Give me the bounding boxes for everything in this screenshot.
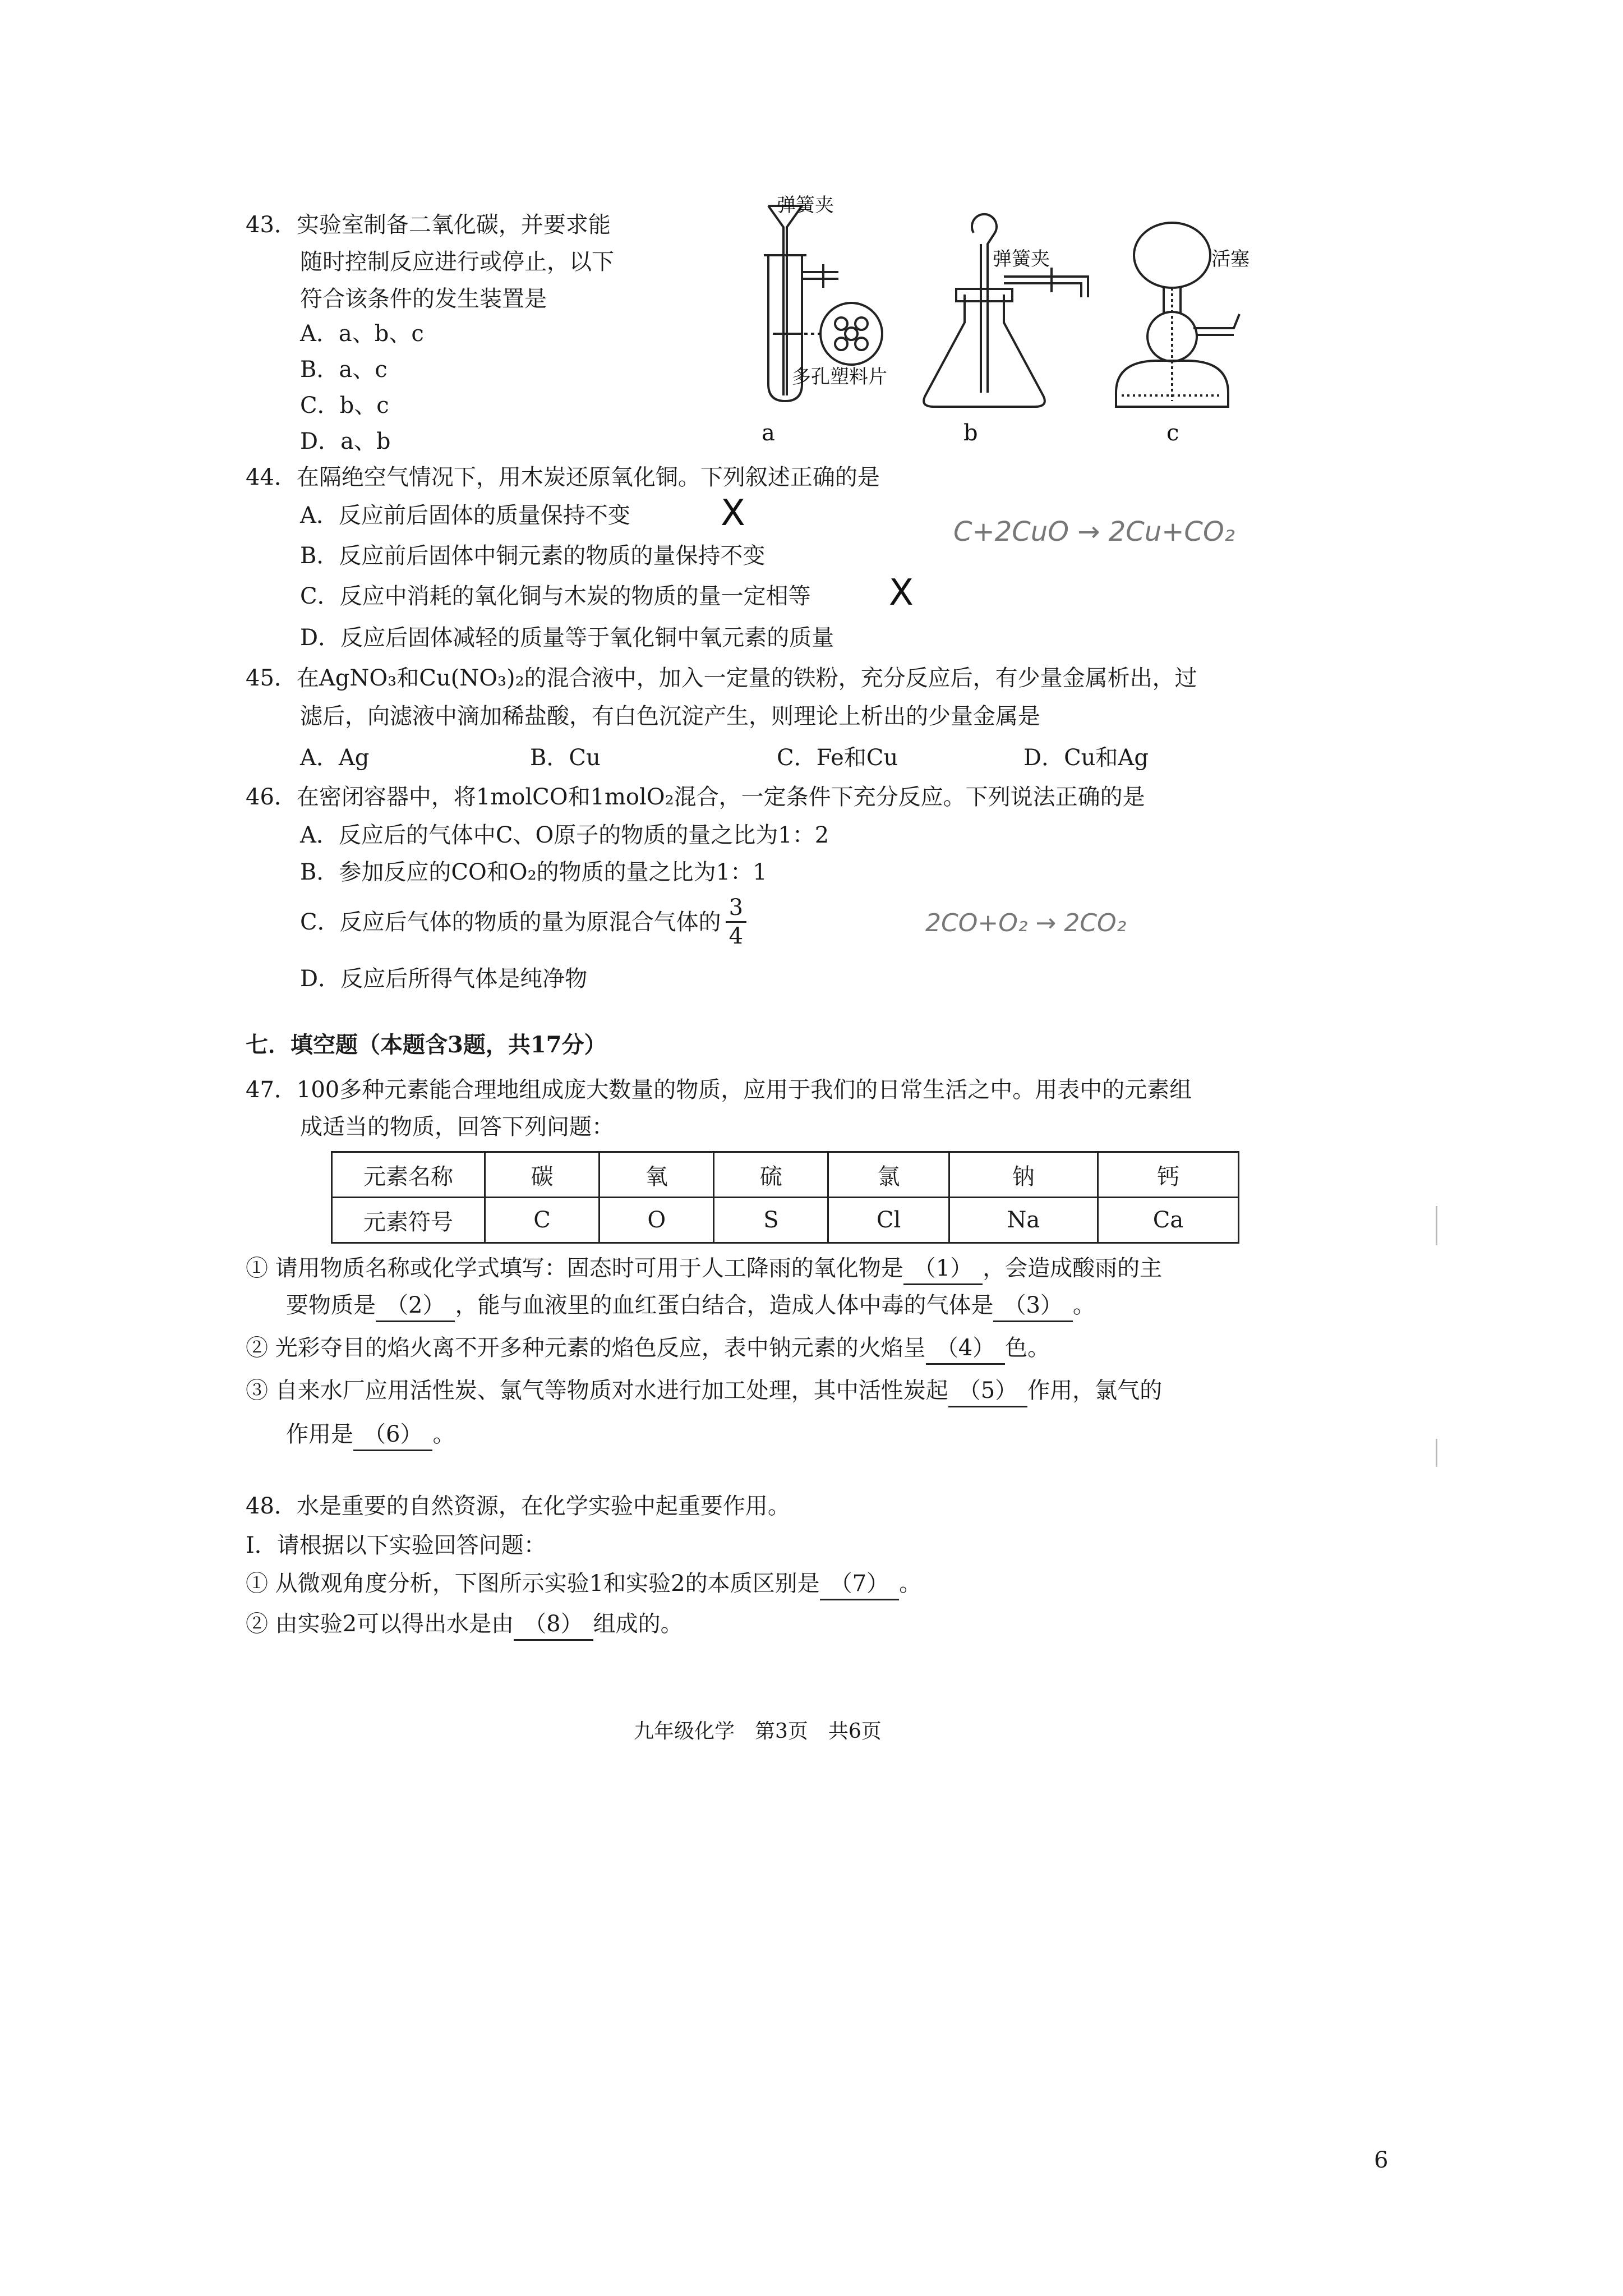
- table-cell: Na: [949, 1198, 1098, 1243]
- q47-item2-text-a: ② 光彩夺目的焰火离不开多种元素的焰色反应，表中钠元素的火焰呈: [246, 1335, 926, 1361]
- table-cell: 钠: [949, 1152, 1098, 1198]
- q45-option-b: B．Cu: [530, 745, 601, 771]
- cross-mark-a: X: [721, 493, 745, 534]
- answer-blank-1[interactable]: （1）: [903, 1253, 983, 1285]
- q44-option-c: C．反应中消耗的氧化铜与木炭的物质的量一定相等: [300, 583, 811, 609]
- q48-item2: [246, 1607, 683, 1641]
- scan-mark: [1436, 1439, 1437, 1467]
- q47-item1-text-c: 要物质是: [286, 1292, 376, 1318]
- q47-item3-text-c: 作用是: [286, 1421, 353, 1447]
- label-spring-clip-a: 弹簧夹: [777, 194, 834, 217]
- table-header-cell: 元素符号: [332, 1198, 485, 1243]
- q47-item3-line1: [246, 1373, 1162, 1408]
- q45-option-a: A．Ag: [300, 745, 370, 771]
- perforated-plate: [820, 303, 882, 365]
- q48-item1-text-a: ① 从微观角度分析，下图所示实验1和实验2的本质区别是: [246, 1571, 820, 1596]
- q47-item1-line1: [246, 1251, 1162, 1286]
- caption-a: a: [762, 420, 775, 446]
- cross-mark-c: X: [889, 572, 914, 614]
- label-spring-clip-b: 弹簧夹: [993, 248, 1050, 270]
- q45-option-c: C．Fe和Cu: [777, 745, 898, 771]
- table-cell: Cl: [828, 1198, 949, 1243]
- answer-blank-6[interactable]: （6）: [353, 1419, 432, 1451]
- q48-stem: 48．水是重要的自然资源，在化学实验中起重要作用。: [246, 1493, 790, 1519]
- answer-blank-3[interactable]: （3）: [993, 1290, 1072, 1322]
- q43-option-b: B．a、c: [300, 357, 388, 383]
- q46-option-b: B．参加反应的CO和O₂的物质的量之比为1：1: [300, 859, 767, 885]
- q47-line2: 成适当的物质，回答下列问题：: [300, 1114, 614, 1140]
- q47-item2-text-b: 色。: [1005, 1335, 1050, 1361]
- q46-option-c-text: C．反应后气体的物质的量为原混合气体的: [300, 909, 721, 935]
- answer-blank-8[interactable]: （8）: [514, 1609, 593, 1641]
- q48-item1-text-b: 。: [899, 1571, 922, 1596]
- q47-line1: 47．100多种元素能合理地组成庞大数量的物质，应用于我们的日常生活之中。用表中的元素组: [246, 1077, 1192, 1103]
- fraction-three-quarters: [726, 894, 746, 950]
- section-7-heading: 七．填空题（本题含3题，共17分）: [246, 1032, 607, 1058]
- q47-item1-text-d: ，能与血液里的血红蛋白结合，造成人体中毒的气体是: [455, 1292, 994, 1318]
- answer-blank-2[interactable]: （2）: [376, 1290, 455, 1322]
- q45-line2: 滤后，向滤液中滴加稀盐酸，有白色沉淀产生，则理论上析出的少量金属是: [300, 703, 1040, 729]
- q47-item3-line2: [286, 1417, 455, 1452]
- q48-item1: [246, 1566, 921, 1601]
- table-cell: O: [600, 1198, 714, 1243]
- handwritten-equation-46: 2CO+O₂ → 2CO₂: [925, 909, 1127, 937]
- table-row: [332, 1198, 1239, 1243]
- q48-part1: Ⅰ．请根据以下实验回答问题：: [246, 1533, 546, 1558]
- label-valve: 活塞: [1211, 248, 1249, 270]
- q44-stem: 44．在隔绝空气情况下，用木炭还原氧化铜。下列叙述正确的是: [246, 464, 880, 490]
- fraction-denominator: 4: [728, 923, 744, 949]
- q44-option-a: A．反应前后固体的质量保持不变: [300, 503, 630, 528]
- fraction-numerator: 3: [726, 894, 746, 923]
- q47-item3-text-a: ③ 自来水厂应用活性炭、氯气等物质对水进行加工处理，其中活性炭起: [246, 1378, 948, 1404]
- apparatus-figure: [729, 194, 1256, 452]
- q46-option-c: [300, 894, 746, 950]
- label-perforated-plate: 多孔塑料片: [792, 366, 887, 388]
- table-cell: Ca: [1098, 1198, 1238, 1243]
- table-header-cell: 元素名称: [332, 1152, 485, 1198]
- q43-line3: 符合该条件的发生装置是: [300, 286, 547, 312]
- table-row: [332, 1152, 1239, 1198]
- q43-option-a: A．a、b、c: [300, 321, 424, 347]
- page-footer: 九年级化学 第3页 共6页: [634, 1720, 882, 1743]
- apparatus-c-kipp: [1134, 223, 1210, 288]
- q47-item3-text-b: 作用，氯气的: [1027, 1378, 1163, 1404]
- q48-item2-text-b: 组成的。: [593, 1611, 683, 1637]
- q45-option-d: D．Cu和Ag: [1023, 745, 1149, 771]
- table-cell: 氯: [828, 1152, 949, 1198]
- q47-item2: [246, 1331, 1050, 1365]
- handwritten-equation-44: C+2CuO → 2Cu+CO₂: [953, 516, 1235, 547]
- answer-blank-4[interactable]: （4）: [926, 1333, 1005, 1365]
- q46-option-d: D．反应后所得气体是纯净物: [300, 966, 588, 992]
- table-cell: 碳: [485, 1152, 600, 1198]
- apparatus-b-flask: [924, 295, 1045, 407]
- q47-item1-line2: [286, 1288, 1095, 1323]
- q47-item1-text-b: ，会造成酸雨的主: [983, 1255, 1163, 1281]
- q45-line1: 45．在AgNO₃和Cu(NO₃)₂的混合液中，加入一定量的铁粉，充分反应后，有少量金属析出，过: [246, 665, 1197, 691]
- scan-mark: [1436, 1206, 1437, 1245]
- caption-c: c: [1166, 420, 1179, 446]
- q44-option-b: B．反应前后固体中铜元素的物质的量保持不变: [300, 543, 766, 569]
- answer-blank-5[interactable]: （5）: [948, 1375, 1027, 1407]
- q47-item3-text-d: 。: [432, 1421, 455, 1447]
- q43-line1: 43．实验室制备二氧化碳，并要求能: [246, 212, 611, 238]
- q46-option-a: A．反应后的气体中C、O原子的物质的量之比为1：2: [300, 822, 829, 848]
- q43-option-d: D．a、b: [300, 429, 391, 454]
- q43-line2: 随时控制反应进行或停止，以下: [300, 249, 614, 275]
- q43-option-c: C．b、c: [300, 393, 389, 418]
- table-cell: 钙: [1098, 1152, 1238, 1198]
- q48-item2-text-a: ② 由实验2可以得出水是由: [246, 1611, 514, 1637]
- q47-item1-text-a: ① 请用物质名称或化学式填写：固态时可用于人工降雨的氧化物是: [246, 1255, 903, 1281]
- element-table: [331, 1151, 1239, 1244]
- q44-option-d: D．反应后固体减轻的质量等于氧化铜中氧元素的质量: [300, 625, 834, 651]
- table-cell: 硫: [714, 1152, 828, 1198]
- answer-blank-7[interactable]: （7）: [820, 1568, 899, 1600]
- q46-stem: 46．在密闭容器中，将1molCO和1molO₂混合，一定条件下充分反应。下列说法正确的是: [246, 784, 1145, 810]
- table-cell: C: [485, 1198, 600, 1243]
- table-cell: 氧: [600, 1152, 714, 1198]
- table-cell: S: [714, 1198, 828, 1243]
- caption-b: b: [963, 420, 978, 446]
- page-number: 6: [1374, 2147, 1389, 2173]
- q47-item1-text-e: 。: [1072, 1292, 1095, 1318]
